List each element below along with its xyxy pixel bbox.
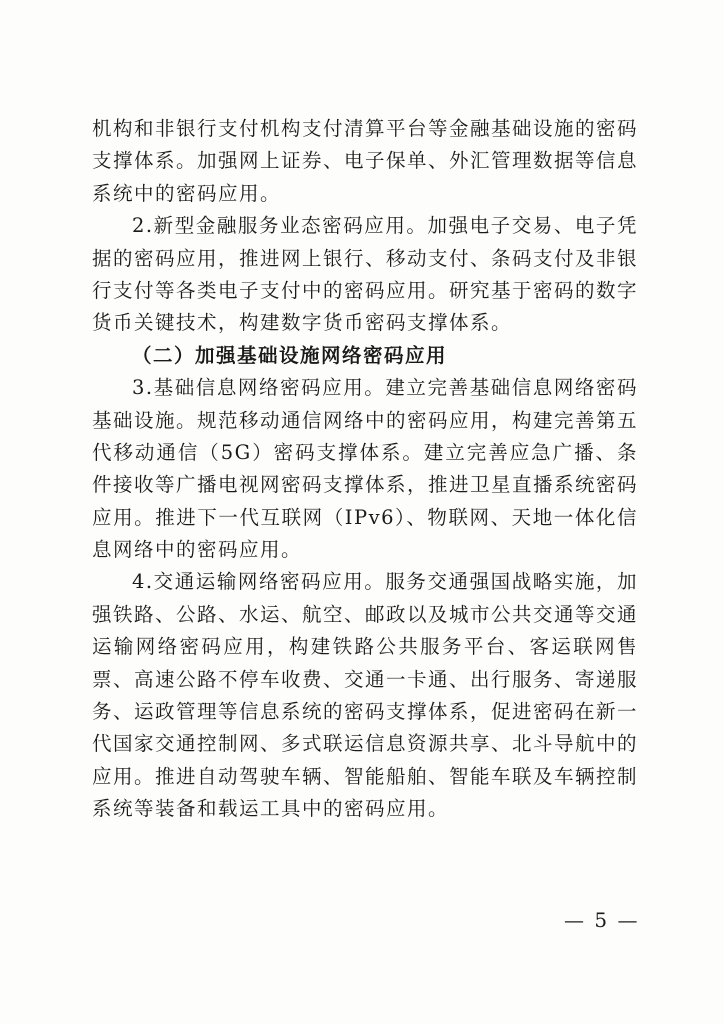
paragraph-line: 应用。推进下一代互联网（IPv6）、物联网、天地一体化信 <box>92 505 638 529</box>
paragraph-line: 行支付等各类电子支付中的密码应用。研究基于密码的数字 <box>92 278 639 302</box>
paragraph-line: 货币关键技术，构建数字货币密码支撑体系。 <box>92 311 513 335</box>
paragraph-line: 息网络中的密码应用。 <box>92 538 303 562</box>
paragraph-line: 基础设施。规范移动通信网络中的密码应用，构建完善第五 <box>92 408 639 432</box>
body-text <box>92 113 638 826</box>
paragraph-line: 强铁路、公路、水运、航空、邮政以及城市公共交通等交通 <box>92 602 639 626</box>
section-heading: （二）加强基础设施网络密码应用 <box>132 343 448 367</box>
paragraph-line: 代国家交通控制网、多式联运信息资源共享、北斗导航中的 <box>92 732 639 756</box>
paragraph-line: 系统等装备和载运工具中的密码应用。 <box>92 797 450 821</box>
page-number: — 5 — <box>564 908 640 932</box>
paragraph-line: 票、高速公路不停车收费、交通一卡通、出行服务、寄递服 <box>92 667 639 691</box>
paragraph-line: 3.基础信息网络密码应用。建立完善基础信息网络密码 <box>132 376 638 400</box>
paragraph-line: 代移动通信（5G）密码支撑体系。建立完善应急广播、条 <box>92 440 638 464</box>
paragraph-line: 2.新型金融服务业态密码应用。加强电子交易、电子凭 <box>132 214 638 238</box>
paragraph-line: 机构和非银行支付机构支付清算平台等金融基础设施的密码 <box>92 117 639 140</box>
paragraph-line: 务、运政管理等信息系统的密码支撑体系，促进密码在新一 <box>92 700 639 724</box>
paragraph-line: 支撑体系。加强网上证券、电子保单、外汇管理数据等信息 <box>92 149 639 173</box>
paragraph-line: 4.交通运输网络密码应用。服务交通强国战略实施，加 <box>132 570 638 594</box>
paragraph-line: 应用。推进自动驾驶车辆、智能船舶、智能车联及车辆控制 <box>92 764 639 788</box>
paragraph-line: 据的密码应用，推进网上银行、移动支付、条码支付及非银 <box>92 246 639 270</box>
paragraph-line: 运输网络密码应用，构建铁路公共服务平台、客运联网售 <box>92 635 638 659</box>
paragraph-line: 系统中的密码应用。 <box>92 181 282 205</box>
paragraph-line: 件接收等广播电视网密码支撑体系，推进卫星直播系统密码 <box>92 473 639 497</box>
